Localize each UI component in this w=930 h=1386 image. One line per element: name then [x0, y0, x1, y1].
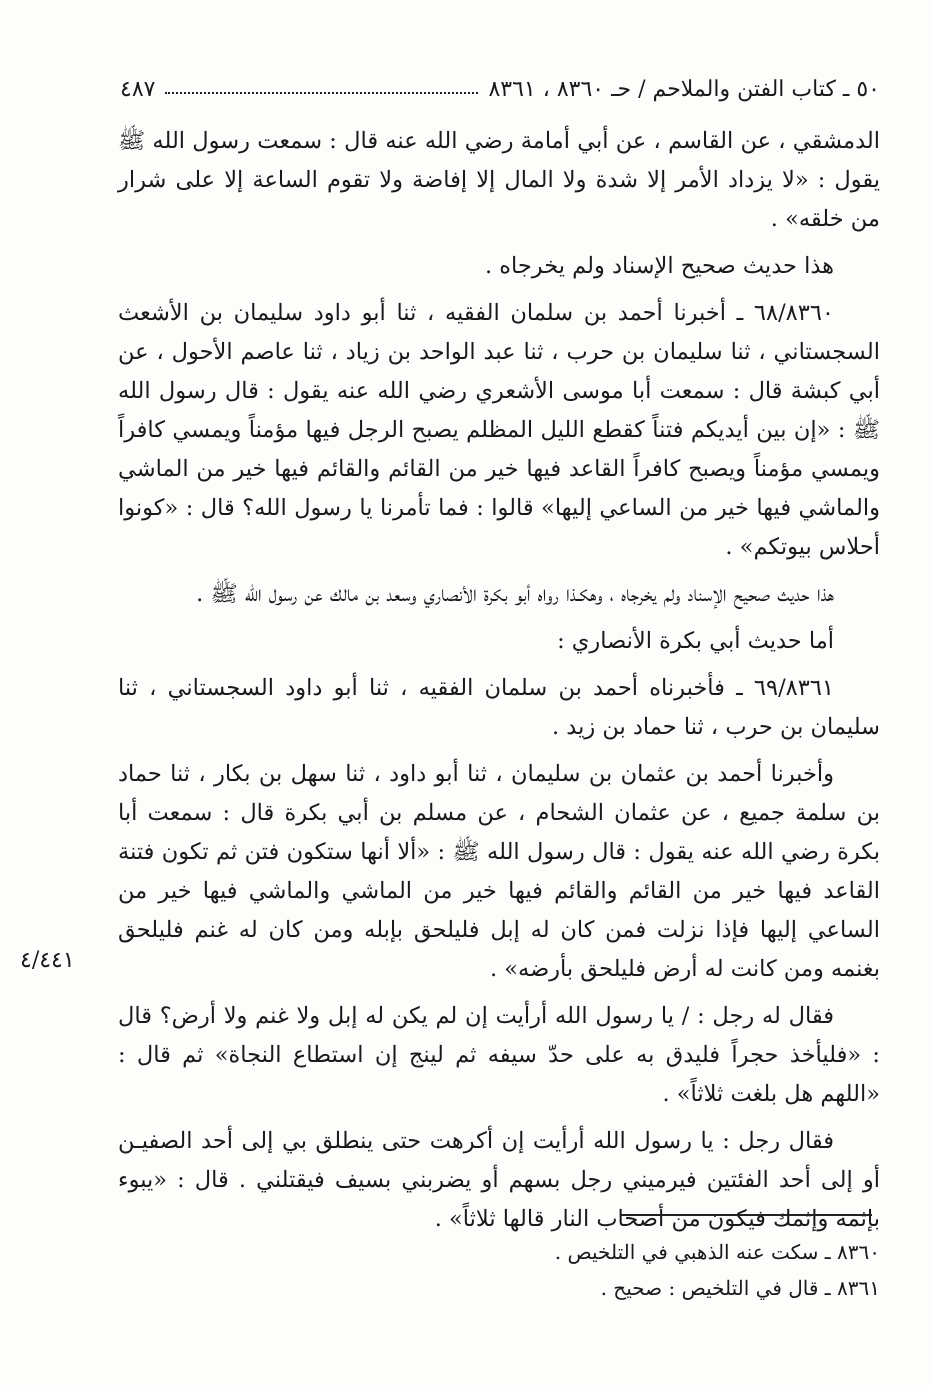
- hadith-8361: ٦٩/٨٣٦١ ـ فأخبرناه أحمد بن سلمان الفقيه ، ثنا أبو داود السجستاني ، ثنا سليمان بن حرب ، ثنا حماد بن زيد .: [118, 675, 880, 740]
- section-intro: أما حديث أبي بكرة الأنصاري :: [557, 628, 834, 654]
- footnote-separator: [620, 1214, 872, 1216]
- running-header: [120, 62, 880, 102]
- grading-note: هذا حديث صحيح الإسناد ولم يخرجاه ، وهكـذا رواه أبو بكرة الأنصاري وسعد بن مالك عن رسول الله ﷺ .: [196, 581, 834, 607]
- chain-continuation: وأخبرنا أحمد بن عثمان بن سليمان ، ثنا أبو داود ، ثنا سهل بن بكار ، ثنا حماد بن سلمة جميع ، عن عثمان الشحام ، عن مسلم بن أبي بكرة قال : سمعت أبا بكرة رضي الله عنه يقول : قال رسول الله ﷺ : «ألا أنها ستكون فتن ثم تكون فتنة القاعد فيها خير من القائم والقائم فيها خير من الماشي والماشي فيها خير من الساعي إليها فإذا نزلت فمن كان له إبل فليلحق بإبله ومن كان له غنم فليلحق بغنمه ومن كانت له أرض فليلحق بأرضه» .: [118, 761, 880, 982]
- margin-volume-reference: ٤/٤٤١: [20, 948, 75, 973]
- dialogue-paragraph: فقال رجل : يا رسول الله أرأيت إن أكرهت حتى ينطلق بي إلى أحد الصفيـن أو إلى أحد الفئتين فيرميني رجل بسهم أو يضربني بسيف فيقتلني . قال : «يبوء بإثمه وإثمك فيكون من أصحاب النار قالها ثلاثاً» .: [118, 1128, 880, 1232]
- dialogue-paragraph: فقال له رجل : / يا رسول الله أرأيت إن لم يكن له إبل ولا غنم ولا أرض؟ قال : «فليأخذ حجراً فليدق به على حدّ سيفه ثم لينج إن استطاع النجاة» ثم قال : «اللهم هل بلغت ثلاثاً» .: [118, 1003, 880, 1107]
- hadith-8360: ٦٨/٨٣٦٠ ـ أخبرنا أحمد بن سلمان الفقيه ، ثنا أبو داود سليمان بن الأشعث السجستاني ، ثنا سليمان بن حرب ، ثنا عبد الواحد بن زياد ، ثنا عاصم الأحول ، عن أبي كبشة قال : سمعت أبا موسى الأشعري رضي الله عنه يقول : قال رسول الله ﷺ : «إن بين أيديكم فتناً كقطع الليل المظلم يصبح الرجل فيها مؤمناً ويمسي كافراً ويمسي مؤمناً ويصبح كافراً القاعد فيها خير من القائم والقائم فيها خير من الماشي والماشي فيها خير من الساعي إليها» قالوا : فما تأمرنا يا رسول الله؟ قال : «كونوا أحلاس بيوتكم» .: [118, 300, 880, 560]
- footnote-8361: ٨٣٦١ ـ قال في التلخيص : صحيح .: [600, 1276, 880, 1300]
- page-number: ٤٨٧: [120, 77, 156, 102]
- chapter-title: ٥٠ ـ كتاب الفتن والملاحم / حـ ٨٣٦٠ ، ٨٣٦١: [488, 77, 880, 102]
- grading-note: هذا حديث صحيح الإسناد ولم يخرجاه .: [484, 253, 834, 279]
- leader-dots: [165, 91, 478, 94]
- paragraph-continuation: الدمشقي ، عن القاسم ، عن أبي أمامة رضي الله عنه قال : سمعت رسول الله ﷺ يقول : «لا يزداد الأمر إلا شدة ولا المال إلا إفاضة ولا تقوم الساعة إلا على شرار من خلقه» .: [118, 128, 880, 232]
- main-text: [118, 122, 880, 1247]
- footnotes: [118, 1234, 880, 1306]
- footnote-8360: ٨٣٦٠ ـ سكت عنه الذهبي في التلخيص .: [554, 1240, 880, 1264]
